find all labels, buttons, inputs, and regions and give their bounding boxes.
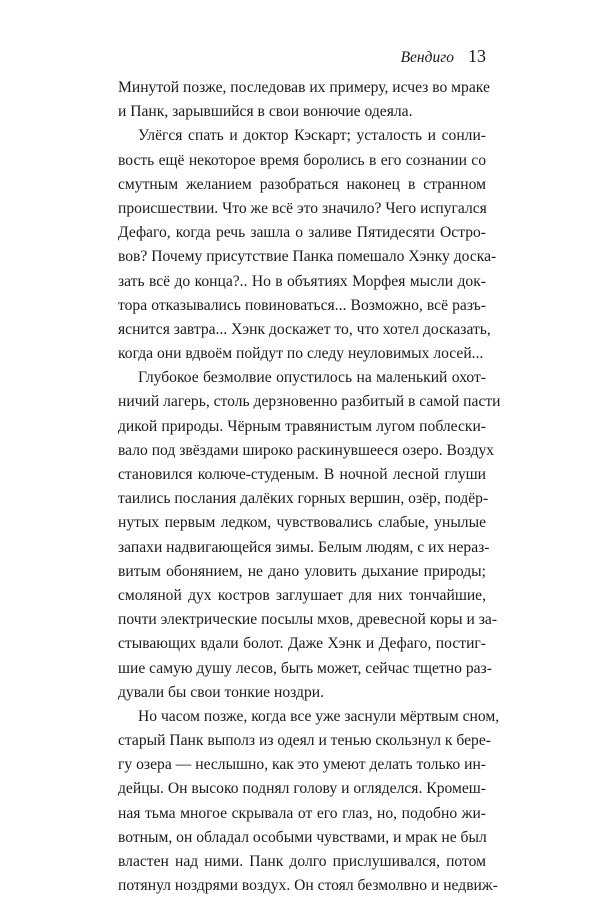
text-line: ничий лагерь, столь дерзновенно разбитый в самой пасти — [118, 393, 501, 411]
text-line: гу озера — неслышно, как это умеют делать только ин- — [118, 756, 486, 774]
paragraph — [118, 76, 490, 124]
text-line: витым обонянием, не дано уловить дыхание природы; — [118, 562, 486, 580]
text-line: шие самую душу лесов, быть может, сейчас тщетно раз- — [118, 659, 492, 677]
text-line: Но часом позже, когда все уже заснули мёртвым сном, — [138, 707, 500, 725]
text-line: дували бы свои тонкие ноздри. — [118, 683, 324, 701]
text-line: вость ещё некоторое время боролись в его сознании со — [118, 151, 486, 169]
text-line: дикой природы. Чёрным травянистым лугом поблески- — [118, 417, 486, 435]
text-line: зать всё до конца?.. Но в объятиях Морфея мысли док- — [118, 272, 486, 290]
text-line: когда они вдвоём пойдут по следу неуловимых лосей... — [118, 345, 484, 363]
text-line: стывающих вдали болот. Даже Хэнк и Дефаго, постиг- — [118, 635, 486, 653]
text-line: происшествии. Что же всё это значило? Чего испугался — [118, 199, 487, 217]
text-line: таились послания далёких горных вершин, озёр, подёр- — [118, 490, 489, 508]
running-head-title: Вендиго — [400, 49, 454, 66]
text-line: властен над ними. Панк долго прислушивался, потом — [118, 853, 486, 870]
text-line: яснится завтра... Хэнк доскажет то, что хотел досказать, — [118, 320, 491, 338]
running-head — [118, 44, 486, 68]
paragraph — [118, 124, 497, 366]
text-line: потянул ноздрями воздух. Он стоял безмолвно и недвиж- — [118, 877, 498, 895]
text-line: смутным желанием разобраться наконец в странном — [118, 175, 486, 193]
text-line: старый Панк выполз из одеял и тенью скользнул к бере- — [118, 732, 491, 750]
text-line: и Панк, зарывшийся в свои вонючие одеяла. — [118, 103, 413, 121]
text-line: Улёгся спать и доктор Кэскарт; усталость и сонли- — [138, 127, 486, 145]
text-line: Минутой позже, последовав их примеру, исчез во мраке — [118, 79, 490, 96]
text-line: нутых первым ледком, чувствовались слабые, унылые — [118, 514, 486, 532]
text-line: запахи надвигающейся зимы. Белым людям, с их нераз- — [118, 538, 490, 556]
text-line: почти электрические посылы мхов, древесной коры и за- — [118, 611, 498, 629]
text-line: смоляной дух костров заглушает для них тончайшие, — [118, 586, 486, 604]
text-line: вотным, он обладал особыми чувствами, и мрак не был — [118, 828, 487, 846]
text-line: Дефаго, когда речь зашла о заливе Пятидесяти Остро- — [118, 224, 486, 242]
text-line: Глубокое безмолвие опустилось на маленький охот- — [138, 369, 486, 387]
text-line: вов? Почему присутствие Панка помешало Хэнку доска- — [118, 248, 497, 266]
paragraph — [118, 705, 500, 898]
text-line: ная тьма многое скрывала от его глаз, но, подобно жи- — [118, 804, 486, 822]
text-line: становился колюче-студеным. В ночной лесной глуши — [118, 466, 486, 483]
text-line: дейцы. Он высоко поднял голову и огляделся. Кромеш- — [118, 780, 486, 798]
page-number: 13 — [468, 46, 486, 66]
text-line: вало под звёздами широко раскинувшееся озеро. Воздух — [118, 441, 495, 459]
paragraph — [118, 366, 501, 705]
text-line: тора отказывались повиноваться... Возможно, всё разъ- — [118, 296, 486, 314]
body-text — [118, 76, 501, 898]
